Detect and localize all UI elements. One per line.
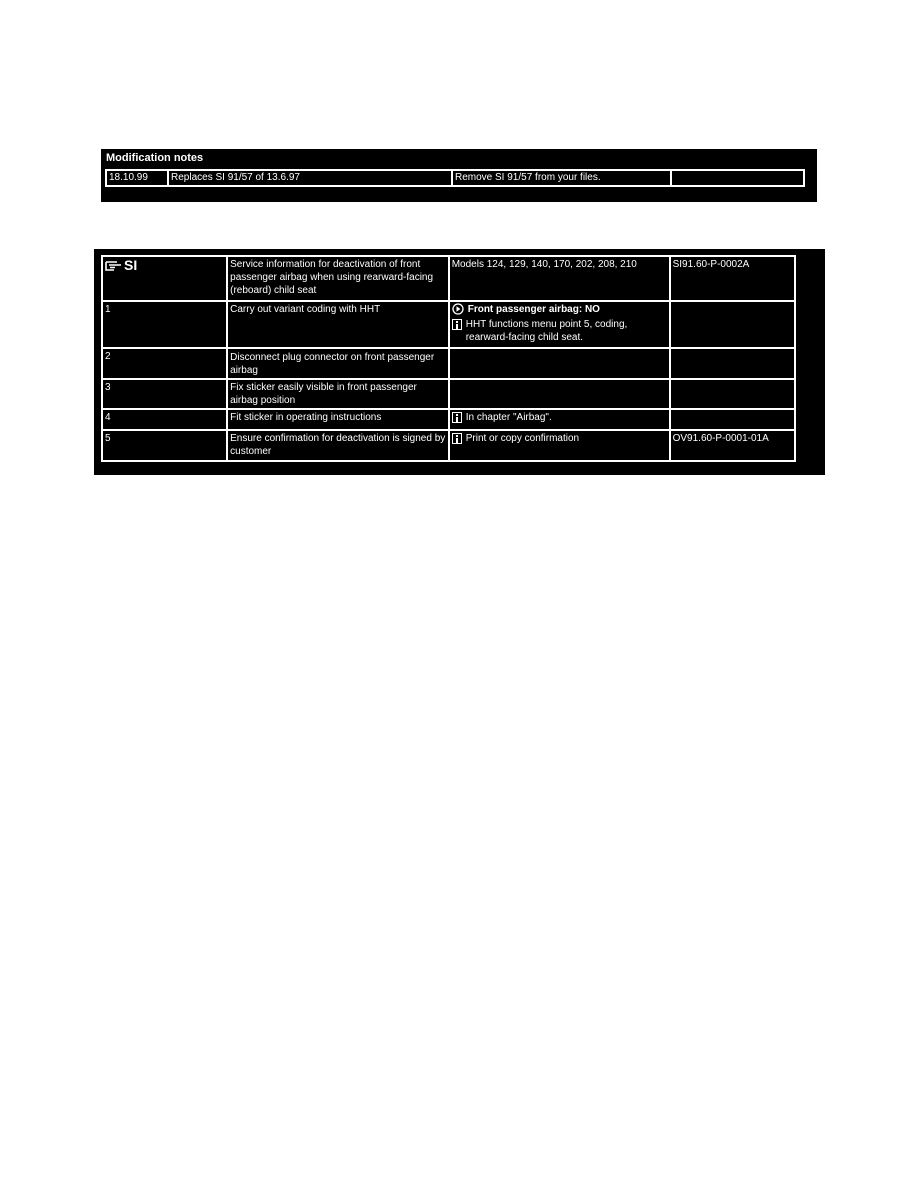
step-note-text: Front passenger airbag: NO [467, 304, 600, 315]
step-notes [449, 379, 670, 409]
si-description: Service information for deactivation of front passenger airbag when using rearward-facing (reboard) child seat [227, 256, 449, 301]
step-number: 5 [102, 430, 227, 461]
step-row-4 [102, 409, 795, 430]
step-row-1 [102, 301, 795, 348]
si-procedure-panel [94, 249, 825, 475]
step-number: 4 [102, 409, 227, 430]
step-action: Fix sticker easily visible in front passenger airbag position [227, 379, 449, 409]
step-ref: OV91.60-P-0001-01A [670, 430, 795, 461]
si-logo-cell [102, 256, 227, 301]
step-note-text: In chapter "Airbag". [465, 412, 552, 423]
si-models: Models 124, 129, 140, 170, 202, 208, 210 [449, 256, 670, 301]
step-note [452, 303, 667, 316]
step-ref [670, 301, 795, 348]
step-action: Ensure confirmation for deactivation is signed by customer [227, 430, 449, 461]
step-action: Carry out variant coding with HHT [227, 301, 449, 348]
step-row-3 [102, 379, 795, 409]
si-document-ref: SI91.60-P-0002A [670, 256, 795, 301]
step-ref [670, 379, 795, 409]
step-ref [670, 409, 795, 430]
modification-notes-table [105, 169, 805, 187]
coding-icon [452, 303, 464, 315]
step-row-5 [102, 430, 795, 461]
step-row-2 [102, 348, 795, 379]
step-action-text: Disconnect plug connector on front passenger airbag [230, 352, 435, 376]
step-number: 2 [102, 348, 227, 379]
step-notes [449, 430, 670, 461]
step-ref [670, 348, 795, 379]
step-notes [449, 409, 670, 430]
modification-notes-row [106, 170, 804, 186]
step-note [452, 411, 667, 424]
si-logo [105, 258, 137, 272]
step-note-text: HHT functions menu point 5, coding, rearward-facing child seat. [465, 319, 628, 343]
step-action [227, 348, 449, 379]
info-icon [452, 319, 462, 330]
modification-replaces: Replaces SI 91/57 of 13.6.97 [168, 170, 452, 186]
si-procedure-table [101, 255, 796, 462]
step-number: 1 [102, 301, 227, 348]
si-header-row [102, 256, 795, 301]
si-logo-text: SI [124, 257, 138, 273]
pointing-hand-icon [105, 260, 123, 271]
modification-notes-title: Modification notes [106, 152, 204, 164]
modification-notes-panel [101, 149, 817, 202]
step-note-text: Print or copy confirmation [465, 433, 580, 444]
info-icon [452, 412, 462, 423]
modification-action: Remove SI 91/57 from your files. [452, 170, 671, 186]
step-action: Fit sticker in operating instructions [227, 409, 449, 430]
step-notes [449, 348, 670, 379]
step-number: 3 [102, 379, 227, 409]
step-note [452, 432, 667, 445]
modification-extra [671, 170, 804, 186]
step-notes [449, 301, 670, 348]
info-icon [452, 433, 462, 444]
modification-date: 18.10.99 [106, 170, 168, 186]
step-note [452, 318, 667, 344]
